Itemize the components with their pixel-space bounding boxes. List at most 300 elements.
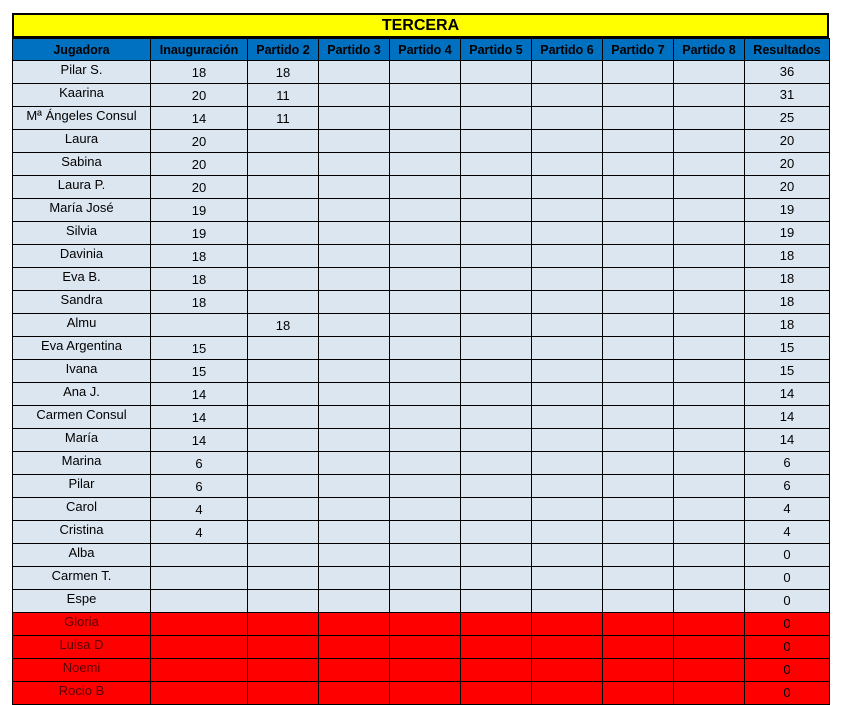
partido-2-cell[interactable] (248, 682, 319, 705)
partido-5-cell[interactable] (461, 636, 532, 659)
inauguracion-cell[interactable] (151, 544, 248, 567)
partido-7-cell[interactable] (603, 268, 674, 291)
partido-2-cell[interactable] (248, 383, 319, 406)
inauguracion-cell[interactable] (151, 682, 248, 705)
player-name-cell[interactable]: Sandra (13, 291, 151, 314)
partido-2-cell[interactable] (248, 222, 319, 245)
partido-8-cell[interactable] (674, 222, 745, 245)
inauguracion-cell[interactable]: 19 (151, 222, 248, 245)
partido-8-cell[interactable] (674, 452, 745, 475)
table-row (13, 406, 830, 429)
partido-3-cell[interactable] (319, 613, 390, 636)
partido-2-cell[interactable] (248, 521, 319, 544)
partido-3-cell[interactable] (319, 176, 390, 199)
partido-8-cell[interactable] (674, 291, 745, 314)
player-name-cell[interactable]: Alba (13, 544, 151, 567)
partido-4-cell[interactable] (390, 429, 461, 452)
partido-6-cell[interactable] (532, 590, 603, 613)
player-name-cell[interactable]: Cristina (13, 521, 151, 544)
player-name-cell[interactable]: María José (13, 199, 151, 222)
result-cell[interactable]: 6 (745, 475, 830, 498)
partido-6-cell[interactable] (532, 176, 603, 199)
partido-6-cell[interactable] (532, 475, 603, 498)
partido-5-cell[interactable] (461, 222, 532, 245)
header-partido-2[interactable]: Partido 2 (248, 39, 319, 61)
result-cell[interactable]: 0 (745, 636, 830, 659)
inauguracion-cell[interactable] (151, 590, 248, 613)
partido-5-cell[interactable] (461, 337, 532, 360)
result-cell[interactable]: 0 (745, 544, 830, 567)
partido-3-cell[interactable] (319, 383, 390, 406)
partido-6-cell[interactable] (532, 245, 603, 268)
header-partido-6[interactable]: Partido 6 (532, 39, 603, 61)
header-partido-8[interactable]: Partido 8 (674, 39, 745, 61)
table-row (13, 498, 830, 521)
partido-6-cell[interactable] (532, 682, 603, 705)
partido-7-cell[interactable] (603, 659, 674, 682)
inauguracion-cell[interactable]: 20 (151, 153, 248, 176)
partido-3-cell[interactable] (319, 475, 390, 498)
partido-5-cell[interactable] (461, 452, 532, 475)
partido-7-cell[interactable] (603, 153, 674, 176)
result-cell[interactable]: 18 (745, 245, 830, 268)
result-cell[interactable]: 14 (745, 406, 830, 429)
partido-8-cell[interactable] (674, 383, 745, 406)
partido-7-cell[interactable] (603, 613, 674, 636)
header-partido-3[interactable]: Partido 3 (319, 39, 390, 61)
partido-5-cell[interactable] (461, 314, 532, 337)
partido-2-cell[interactable]: 18 (248, 61, 319, 84)
player-name-cell[interactable]: Carol (13, 498, 151, 521)
partido-3-cell[interactable] (319, 452, 390, 475)
partido-2-cell[interactable] (248, 130, 319, 153)
partido-2-cell[interactable] (248, 337, 319, 360)
partido-6-cell[interactable] (532, 61, 603, 84)
partido-4-cell[interactable] (390, 567, 461, 590)
partido-2-cell[interactable] (248, 176, 319, 199)
partido-4-cell[interactable] (390, 682, 461, 705)
partido-6-cell[interactable] (532, 337, 603, 360)
result-cell[interactable]: 20 (745, 130, 830, 153)
header-jugadora[interactable]: Jugadora (13, 39, 151, 61)
result-cell[interactable]: 20 (745, 153, 830, 176)
result-cell[interactable]: 18 (745, 268, 830, 291)
player-name-cell[interactable]: Ana J. (13, 383, 151, 406)
partido-2-cell[interactable] (248, 452, 319, 475)
partido-2-cell[interactable] (248, 590, 319, 613)
inauguracion-cell[interactable]: 20 (151, 130, 248, 153)
player-name-cell[interactable]: Carmen T. (13, 567, 151, 590)
partido-7-cell[interactable] (603, 636, 674, 659)
partido-6-cell[interactable] (532, 291, 603, 314)
sheet-title[interactable]: TERCERA (12, 13, 829, 38)
player-name-cell[interactable]: Carmen Consul (13, 406, 151, 429)
partido-6-cell[interactable] (532, 360, 603, 383)
player-name-cell[interactable]: Mª Ángeles Consul (13, 107, 151, 130)
partido-4-cell[interactable] (390, 659, 461, 682)
partido-3-cell[interactable] (319, 107, 390, 130)
partido-7-cell[interactable] (603, 314, 674, 337)
partido-5-cell[interactable] (461, 61, 532, 84)
result-cell[interactable]: 36 (745, 61, 830, 84)
partido-4-cell[interactable] (390, 153, 461, 176)
partido-8-cell[interactable] (674, 130, 745, 153)
partido-8-cell[interactable] (674, 429, 745, 452)
header-partido-4[interactable]: Partido 4 (390, 39, 461, 61)
player-name-cell[interactable]: Davinia (13, 245, 151, 268)
table-row (13, 383, 830, 406)
table-row (13, 314, 830, 337)
result-cell[interactable]: 25 (745, 107, 830, 130)
partido-4-cell[interactable] (390, 222, 461, 245)
partido-2-cell[interactable] (248, 659, 319, 682)
player-name-cell[interactable]: Sabina (13, 153, 151, 176)
partido-3-cell[interactable] (319, 153, 390, 176)
partido-4-cell[interactable] (390, 84, 461, 107)
inauguracion-cell[interactable]: 6 (151, 475, 248, 498)
partido-6-cell[interactable] (532, 84, 603, 107)
partido-8-cell[interactable] (674, 245, 745, 268)
inauguracion-cell[interactable]: 15 (151, 360, 248, 383)
inauguracion-cell[interactable]: 6 (151, 452, 248, 475)
partido-5-cell[interactable] (461, 406, 532, 429)
partido-6-cell[interactable] (532, 521, 603, 544)
partido-2-cell[interactable]: 11 (248, 107, 319, 130)
partido-5-cell[interactable] (461, 383, 532, 406)
inauguracion-cell[interactable]: 14 (151, 429, 248, 452)
partido-2-cell[interactable] (248, 245, 319, 268)
result-cell[interactable]: 4 (745, 498, 830, 521)
partido-2-cell[interactable] (248, 360, 319, 383)
partido-7-cell[interactable] (603, 498, 674, 521)
partido-5-cell[interactable] (461, 475, 532, 498)
result-cell[interactable]: 0 (745, 590, 830, 613)
partido-8-cell[interactable] (674, 199, 745, 222)
partido-4-cell[interactable] (390, 383, 461, 406)
result-cell[interactable]: 0 (745, 659, 830, 682)
partido-7-cell[interactable] (603, 383, 674, 406)
partido-3-cell[interactable] (319, 314, 390, 337)
partido-3-cell[interactable] (319, 245, 390, 268)
header-partido-7[interactable]: Partido 7 (603, 39, 674, 61)
partido-4-cell[interactable] (390, 337, 461, 360)
player-name-cell[interactable]: Eva Argentina (13, 337, 151, 360)
partido-8-cell[interactable] (674, 613, 745, 636)
partido-2-cell[interactable] (248, 567, 319, 590)
player-name-cell[interactable]: Espe (13, 590, 151, 613)
partido-7-cell[interactable] (603, 222, 674, 245)
result-cell[interactable]: 14 (745, 429, 830, 452)
partido-8-cell[interactable] (674, 498, 745, 521)
partido-6-cell[interactable] (532, 659, 603, 682)
partido-7-cell[interactable] (603, 337, 674, 360)
partido-6-cell[interactable] (532, 107, 603, 130)
inauguracion-cell[interactable] (151, 636, 248, 659)
header-partido-5[interactable]: Partido 5 (461, 39, 532, 61)
partido-8-cell[interactable] (674, 544, 745, 567)
partido-8-cell[interactable] (674, 567, 745, 590)
inauguracion-cell[interactable]: 20 (151, 176, 248, 199)
partido-3-cell[interactable] (319, 291, 390, 314)
header-inauguracion[interactable]: Inauguración (151, 39, 248, 61)
partido-4-cell[interactable] (390, 245, 461, 268)
partido-4-cell[interactable] (390, 107, 461, 130)
partido-5-cell[interactable] (461, 659, 532, 682)
partido-6-cell[interactable] (532, 544, 603, 567)
partido-3-cell[interactable] (319, 360, 390, 383)
partido-2-cell[interactable] (248, 268, 319, 291)
partido-6-cell[interactable] (532, 636, 603, 659)
partido-8-cell[interactable] (674, 61, 745, 84)
partido-4-cell[interactable] (390, 130, 461, 153)
partido-4-cell[interactable] (390, 176, 461, 199)
header-resultados[interactable]: Resultados (745, 39, 830, 61)
partido-7-cell[interactable] (603, 590, 674, 613)
result-cell[interactable]: 0 (745, 567, 830, 590)
partido-6-cell[interactable] (532, 498, 603, 521)
partido-8-cell[interactable] (674, 475, 745, 498)
partido-4-cell[interactable] (390, 406, 461, 429)
partido-5-cell[interactable] (461, 245, 532, 268)
result-cell[interactable]: 15 (745, 337, 830, 360)
partido-7-cell[interactable] (603, 107, 674, 130)
player-name-cell[interactable]: Silvia (13, 222, 151, 245)
inauguracion-cell[interactable]: 18 (151, 268, 248, 291)
partido-6-cell[interactable] (532, 613, 603, 636)
player-name-cell[interactable]: Kaarina (13, 84, 151, 107)
partido-6-cell[interactable] (532, 452, 603, 475)
partido-5-cell[interactable] (461, 682, 532, 705)
partido-6-cell[interactable] (532, 429, 603, 452)
partido-8-cell[interactable] (674, 682, 745, 705)
partido-3-cell[interactable] (319, 222, 390, 245)
inauguracion-cell[interactable]: 18 (151, 291, 248, 314)
partido-7-cell[interactable] (603, 130, 674, 153)
inauguracion-cell[interactable]: 14 (151, 107, 248, 130)
partido-2-cell[interactable] (248, 153, 319, 176)
partido-8-cell[interactable] (674, 176, 745, 199)
partido-6-cell[interactable] (532, 199, 603, 222)
player-name-cell[interactable]: Noemi (13, 659, 151, 682)
partido-3-cell[interactable] (319, 498, 390, 521)
result-cell[interactable]: 19 (745, 199, 830, 222)
partido-4-cell[interactable] (390, 61, 461, 84)
partido-6-cell[interactable] (532, 567, 603, 590)
table-row (13, 199, 830, 222)
partido-2-cell[interactable] (248, 429, 319, 452)
partido-7-cell[interactable] (603, 245, 674, 268)
inauguracion-cell[interactable]: 14 (151, 383, 248, 406)
partido-3-cell[interactable] (319, 567, 390, 590)
partido-2-cell[interactable]: 18 (248, 314, 319, 337)
partido-4-cell[interactable] (390, 498, 461, 521)
partido-4-cell[interactable] (390, 636, 461, 659)
partido-3-cell[interactable] (319, 84, 390, 107)
partido-7-cell[interactable] (603, 291, 674, 314)
table-row (13, 613, 830, 636)
partido-5-cell[interactable] (461, 130, 532, 153)
partido-4-cell[interactable] (390, 475, 461, 498)
partido-5-cell[interactable] (461, 291, 532, 314)
result-cell[interactable]: 0 (745, 613, 830, 636)
partido-3-cell[interactable] (319, 130, 390, 153)
partido-2-cell[interactable] (248, 291, 319, 314)
player-name-cell[interactable]: Almu (13, 314, 151, 337)
partido-8-cell[interactable] (674, 659, 745, 682)
partido-4-cell[interactable] (390, 314, 461, 337)
inauguracion-cell[interactable]: 14 (151, 406, 248, 429)
partido-2-cell[interactable]: 11 (248, 84, 319, 107)
partido-5-cell[interactable] (461, 153, 532, 176)
partido-5-cell[interactable] (461, 613, 532, 636)
inauguracion-cell[interactable] (151, 314, 248, 337)
partido-4-cell[interactable] (390, 291, 461, 314)
partido-7-cell[interactable] (603, 475, 674, 498)
partido-8-cell[interactable] (674, 314, 745, 337)
result-cell[interactable]: 14 (745, 383, 830, 406)
partido-8-cell[interactable] (674, 521, 745, 544)
partido-6-cell[interactable] (532, 314, 603, 337)
partido-8-cell[interactable] (674, 590, 745, 613)
partido-2-cell[interactable] (248, 544, 319, 567)
partido-6-cell[interactable] (532, 130, 603, 153)
partido-8-cell[interactable] (674, 84, 745, 107)
partido-7-cell[interactable] (603, 84, 674, 107)
player-name-cell[interactable]: María (13, 429, 151, 452)
partido-3-cell[interactable] (319, 544, 390, 567)
partido-3-cell[interactable] (319, 61, 390, 84)
inauguracion-cell[interactable] (151, 659, 248, 682)
partido-4-cell[interactable] (390, 199, 461, 222)
result-cell[interactable]: 0 (745, 682, 830, 705)
partido-2-cell[interactable] (248, 406, 319, 429)
partido-4-cell[interactable] (390, 360, 461, 383)
partido-6-cell[interactable] (532, 222, 603, 245)
partido-2-cell[interactable] (248, 475, 319, 498)
inauguracion-cell[interactable]: 18 (151, 61, 248, 84)
partido-4-cell[interactable] (390, 590, 461, 613)
partido-7-cell[interactable] (603, 452, 674, 475)
inauguracion-cell[interactable] (151, 567, 248, 590)
partido-4-cell[interactable] (390, 521, 461, 544)
partido-7-cell[interactable] (603, 521, 674, 544)
player-name-cell[interactable]: Gloria (13, 613, 151, 636)
player-name-cell[interactable]: Pilar S. (13, 61, 151, 84)
player-name-cell[interactable]: Laura P. (13, 176, 151, 199)
partido-7-cell[interactable] (603, 429, 674, 452)
result-cell[interactable]: 31 (745, 84, 830, 107)
partido-5-cell[interactable] (461, 429, 532, 452)
partido-5-cell[interactable] (461, 199, 532, 222)
partido-7-cell[interactable] (603, 567, 674, 590)
inauguracion-cell[interactable]: 15 (151, 337, 248, 360)
partido-5-cell[interactable] (461, 84, 532, 107)
partido-7-cell[interactable] (603, 199, 674, 222)
partido-5-cell[interactable] (461, 360, 532, 383)
player-name-cell[interactable]: Luisa D (13, 636, 151, 659)
partido-5-cell[interactable] (461, 567, 532, 590)
partido-8-cell[interactable] (674, 107, 745, 130)
partido-3-cell[interactable] (319, 682, 390, 705)
partido-7-cell[interactable] (603, 544, 674, 567)
partido-8-cell[interactable] (674, 153, 745, 176)
partido-4-cell[interactable] (390, 268, 461, 291)
partido-6-cell[interactable] (532, 268, 603, 291)
partido-6-cell[interactable] (532, 153, 603, 176)
inauguracion-cell[interactable]: 4 (151, 498, 248, 521)
partido-7-cell[interactable] (603, 61, 674, 84)
partido-3-cell[interactable] (319, 590, 390, 613)
partido-5-cell[interactable] (461, 176, 532, 199)
partido-8-cell[interactable] (674, 636, 745, 659)
partido-7-cell[interactable] (603, 360, 674, 383)
partido-2-cell[interactable] (248, 636, 319, 659)
partido-3-cell[interactable] (319, 429, 390, 452)
partido-5-cell[interactable] (461, 107, 532, 130)
partido-8-cell[interactable] (674, 337, 745, 360)
inauguracion-cell[interactable]: 20 (151, 84, 248, 107)
partido-2-cell[interactable] (248, 613, 319, 636)
result-cell[interactable]: 20 (745, 176, 830, 199)
player-name-cell[interactable]: Eva B. (13, 268, 151, 291)
player-name-cell[interactable]: Marina (13, 452, 151, 475)
partido-2-cell[interactable] (248, 199, 319, 222)
partido-3-cell[interactable] (319, 636, 390, 659)
table-row (13, 337, 830, 360)
player-name-cell[interactable]: Rocio B (13, 682, 151, 705)
partido-8-cell[interactable] (674, 406, 745, 429)
partido-7-cell[interactable] (603, 406, 674, 429)
partido-3-cell[interactable] (319, 659, 390, 682)
partido-7-cell[interactable] (603, 176, 674, 199)
player-name-cell[interactable]: Ivana (13, 360, 151, 383)
result-cell[interactable]: 4 (745, 521, 830, 544)
partido-4-cell[interactable] (390, 544, 461, 567)
table-row (13, 268, 830, 291)
inauguracion-cell[interactable]: 4 (151, 521, 248, 544)
result-cell[interactable]: 18 (745, 291, 830, 314)
partido-5-cell[interactable] (461, 268, 532, 291)
partido-2-cell[interactable] (248, 498, 319, 521)
result-cell[interactable]: 6 (745, 452, 830, 475)
partido-5-cell[interactable] (461, 521, 532, 544)
inauguracion-cell[interactable]: 18 (151, 245, 248, 268)
partido-8-cell[interactable] (674, 360, 745, 383)
inauguracion-cell[interactable] (151, 613, 248, 636)
partido-4-cell[interactable] (390, 613, 461, 636)
partido-8-cell[interactable] (674, 268, 745, 291)
partido-6-cell[interactable] (532, 383, 603, 406)
table-row (13, 176, 830, 199)
player-name-cell[interactable]: Pilar (13, 475, 151, 498)
partido-5-cell[interactable] (461, 590, 532, 613)
partido-7-cell[interactable] (603, 682, 674, 705)
partido-3-cell[interactable] (319, 521, 390, 544)
partido-3-cell[interactable] (319, 337, 390, 360)
result-cell[interactable]: 15 (745, 360, 830, 383)
partido-5-cell[interactable] (461, 544, 532, 567)
partido-3-cell[interactable] (319, 268, 390, 291)
result-cell[interactable]: 19 (745, 222, 830, 245)
partido-5-cell[interactable] (461, 498, 532, 521)
inauguracion-cell[interactable]: 19 (151, 199, 248, 222)
result-cell[interactable]: 18 (745, 314, 830, 337)
player-name-cell[interactable]: Laura (13, 130, 151, 153)
partido-4-cell[interactable] (390, 452, 461, 475)
partido-6-cell[interactable] (532, 406, 603, 429)
partido-3-cell[interactable] (319, 199, 390, 222)
partido-3-cell[interactable] (319, 406, 390, 429)
